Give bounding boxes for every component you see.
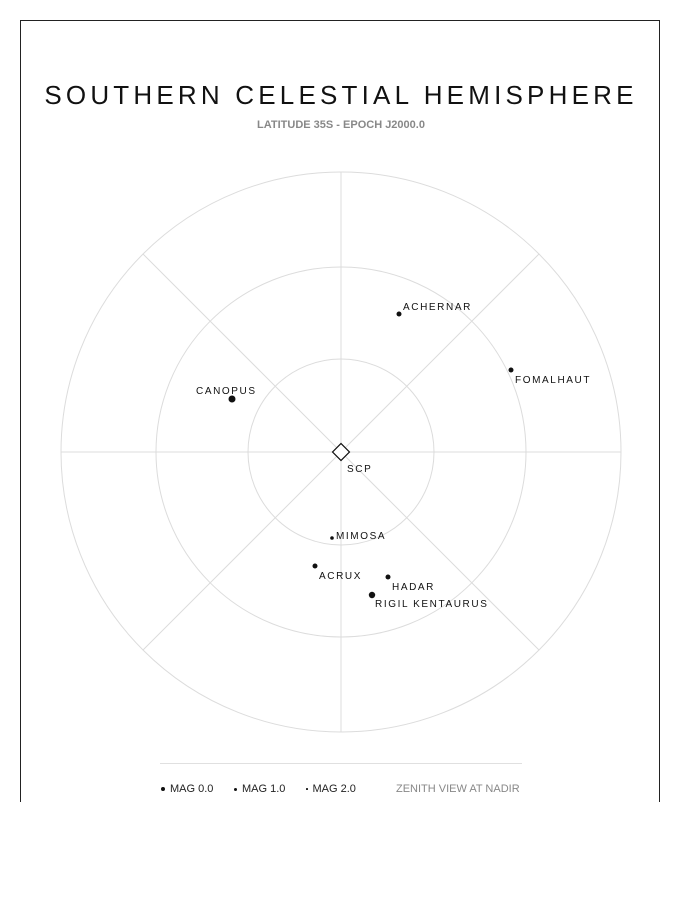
star-label: ACHERNAR [403, 302, 472, 313]
star-label: CANOPUS [196, 386, 257, 397]
star-label: HADAR [392, 582, 436, 593]
star-canopus[interactable] [196, 386, 257, 403]
mag2-dot-icon [306, 788, 308, 790]
star-dot-icon [330, 536, 334, 540]
legend-item-mag2: MAG 2.0 [306, 783, 356, 795]
star-acrux[interactable] [313, 564, 363, 583]
scp-marker [333, 444, 373, 475]
star-label: FOMALHAUT [515, 375, 592, 386]
mag0-dot-icon [161, 787, 165, 791]
star-fomalhaut[interactable] [509, 368, 592, 387]
legend-item-mag1: MAG 1.0 [234, 783, 285, 795]
star-label: MIMOSA [336, 531, 387, 542]
legend-item-mag0: MAG 0.0 [161, 783, 213, 795]
mag1-dot-icon [234, 788, 237, 791]
star-dot-icon [369, 592, 375, 598]
legend-note: ZENITH VIEW AT NADIR [396, 783, 520, 795]
star-achernar[interactable] [397, 302, 472, 317]
star-dot-icon [397, 312, 402, 317]
star-label: ACRUX [319, 571, 363, 582]
star-rigil-kentaurus[interactable] [369, 592, 489, 610]
page-subtitle: LATITUDE 35S - EPOCH J2000.0 [257, 119, 425, 131]
star-dot-icon [509, 368, 514, 373]
star-dot-icon [386, 575, 391, 580]
legend-divider [160, 763, 522, 764]
page-title: SOUTHERN CELESTIAL HEMISPHERE [44, 80, 638, 110]
star-hadar[interactable] [386, 575, 436, 594]
scp-label: SCP [347, 464, 373, 475]
star-label: RIGIL KENTAURUS [375, 599, 489, 610]
star-mimosa[interactable] [330, 531, 386, 542]
star-dot-icon [313, 564, 318, 569]
